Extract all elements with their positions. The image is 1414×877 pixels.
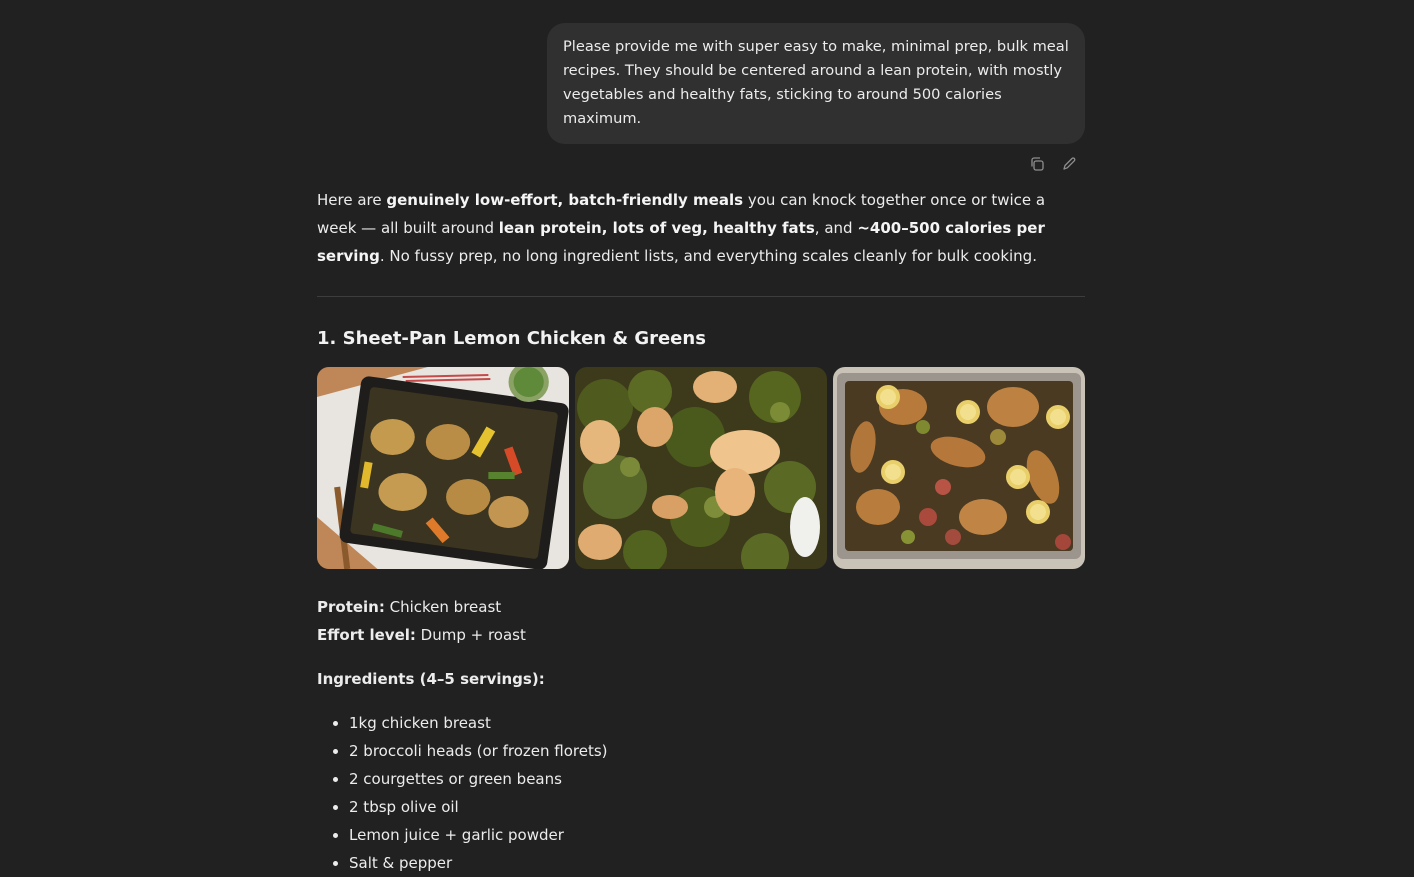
ingredient-item: • Lemon juice + garlic powder xyxy=(349,821,1085,849)
protein-line xyxy=(317,593,1085,621)
protein-label: Protein: xyxy=(317,598,385,616)
protein-value: Chicken breast xyxy=(384,598,502,616)
intro-bold: lean protein, lots of veg, healthy fats xyxy=(498,219,815,237)
recipe-image-gallery xyxy=(317,367,1085,569)
user-message-bubble: Please provide me with super easy to make, minimal prep, bulk meal recipes. They should be centered around a lean protein, with mostly vegetables and healthy fats, sticking to around 500 calories maximum. xyxy=(547,23,1085,144)
recipe-title: 1. Sheet-Pan Lemon Chicken & Greens xyxy=(317,328,706,349)
assistant-message xyxy=(317,186,1085,877)
recipe-photo-2[interactable] xyxy=(575,367,827,569)
effort-value: Dump + roast xyxy=(415,626,526,644)
edit-button[interactable] xyxy=(1059,154,1079,174)
recipe-photo-1[interactable] xyxy=(317,367,569,569)
intro-text: . No fussy prep, no long ingredient lists, and everything scales cleanly for bulk cooking. xyxy=(379,247,1037,265)
section-divider xyxy=(317,296,1085,297)
ingredient-item: • 1kg chicken breast xyxy=(349,709,1085,737)
recipe-photo-3[interactable] xyxy=(833,367,1085,569)
ingredient-item: • 2 courgettes or green beans xyxy=(349,765,1085,793)
message-actions xyxy=(317,154,1085,176)
effort-label: Effort level: xyxy=(317,626,416,644)
user-message-row xyxy=(317,23,1085,144)
intro-text: you can knock together once or twice a week — all built around xyxy=(317,191,1046,237)
chat-thread xyxy=(317,0,1085,877)
intro-paragraph xyxy=(317,186,1085,270)
effort-line xyxy=(317,621,1085,649)
intro-bold: genuinely low-effort, batch-friendly meals xyxy=(386,191,744,209)
ingredient-item: • 2 tbsp olive oil xyxy=(349,793,1085,821)
ingredients-heading: Ingredients (4–5 servings): xyxy=(317,670,545,688)
intro-text: , and xyxy=(814,219,858,237)
intro-text: Here are xyxy=(317,191,387,209)
ingredient-item: • Salt & pepper xyxy=(349,849,1085,877)
pencil-icon xyxy=(1061,156,1077,172)
ingredient-item: • 2 broccoli heads (or frozen florets) xyxy=(349,737,1085,765)
copy-button[interactable] xyxy=(1027,154,1047,174)
ingredients-list xyxy=(317,709,1085,877)
copy-icon xyxy=(1029,156,1045,172)
intro-bold: ~400–500 calories per serving xyxy=(317,219,1045,265)
